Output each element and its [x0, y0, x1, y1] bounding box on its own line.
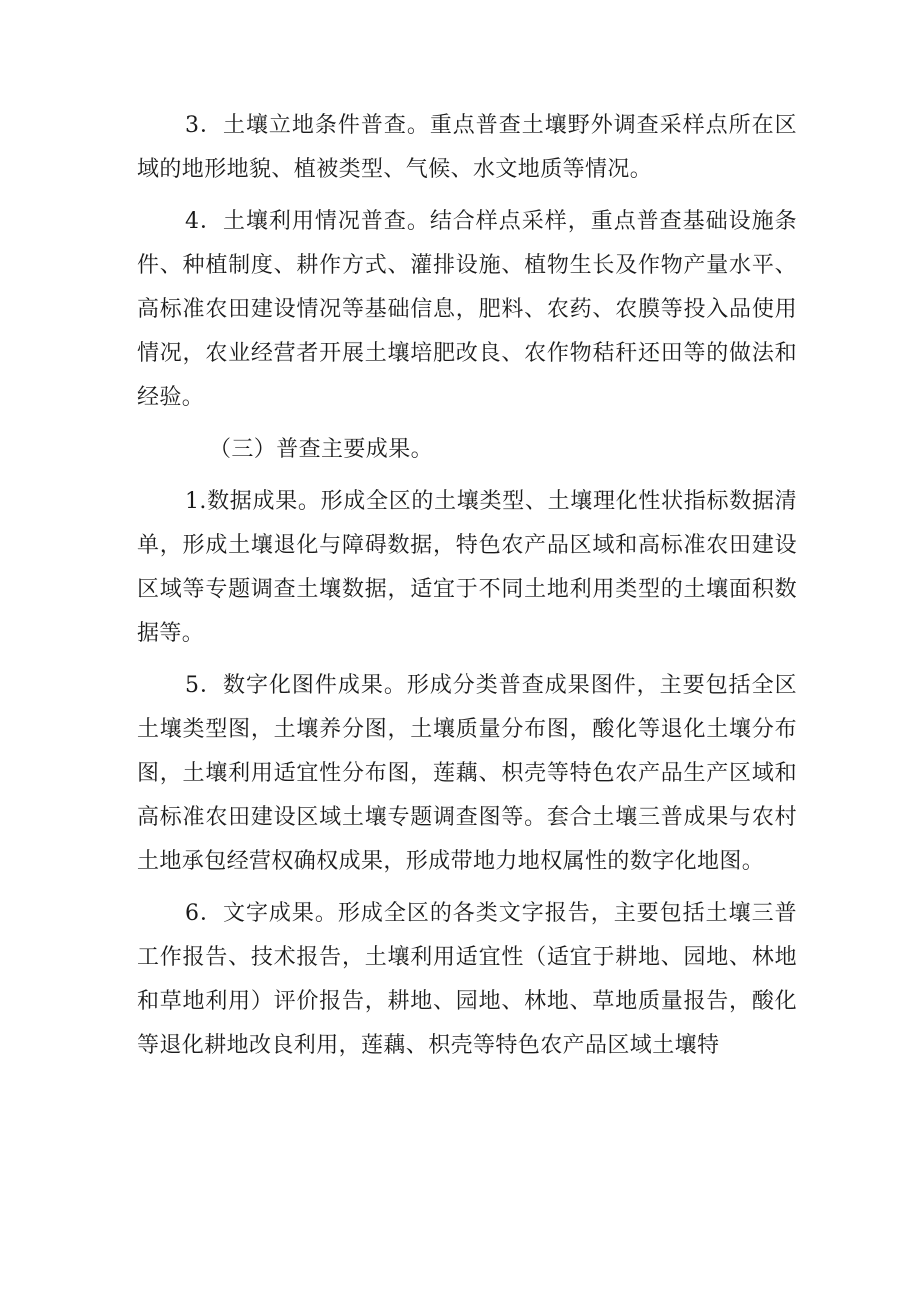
paragraph-digital-map-results: 5．数字化图件成果。形成分类普查成果图件，主要包括全区土壤类型图，土壤养分图，土壤质量分布图，酸化等退化土壤分布图，土壤利用适宜性分布图，莲藕、枳壳等特色农产品生产区域和高标准农田建设区域土壤专题调查图等。套合土壤三普成果与农村土地承包经营权确权成果，形成带地力地权属性的数字化地图。 — [137, 673, 797, 874]
section-heading-main-results: （三）普查主要成果。 — [209, 437, 434, 462]
paragraph-soil-site-conditions: 3．土壤立地条件普查。重点普查土壤野外调查采样点所在区域的地形地貌、植被类型、气候、水文地质等情况。 — [137, 113, 797, 182]
paragraph-data-results: 1.数据成果。形成全区的土壤类型、土壤理化性状指标数据清单，形成土壤退化与障碍数据，特色农产品区域和高标准农田建设区域等专题调查土壤数据，适宜于不同土地利用类型的土壤面积数据等。 — [137, 489, 797, 646]
document-body — [137, 104, 797, 1076]
paragraph-text-results: 6．文字成果。形成全区的各类文字报告，主要包括土壤三普工作报告、技术报告，土壤利用适宜性（适宜于耕地、园地、林地和草地利用）评价报告，耕地、园地、林地、草地质量报告，酸化等退化耕地改良利用，莲藕、枳壳等特色农产品区域土壤特 — [137, 901, 797, 1058]
paragraph-soil-utilization: 4．土壤利用情况普查。结合样点采样，重点普查基础设施条件、种植制度、耕作方式、灌排设施、植物生长及作物产量水平、高标准农田建设情况等基础信息，肥料、农药、农膜等投入品使用情况，农业经营者开展土壤培肥改良、农作物秸秆还田等的做法和经验。 — [137, 209, 797, 410]
